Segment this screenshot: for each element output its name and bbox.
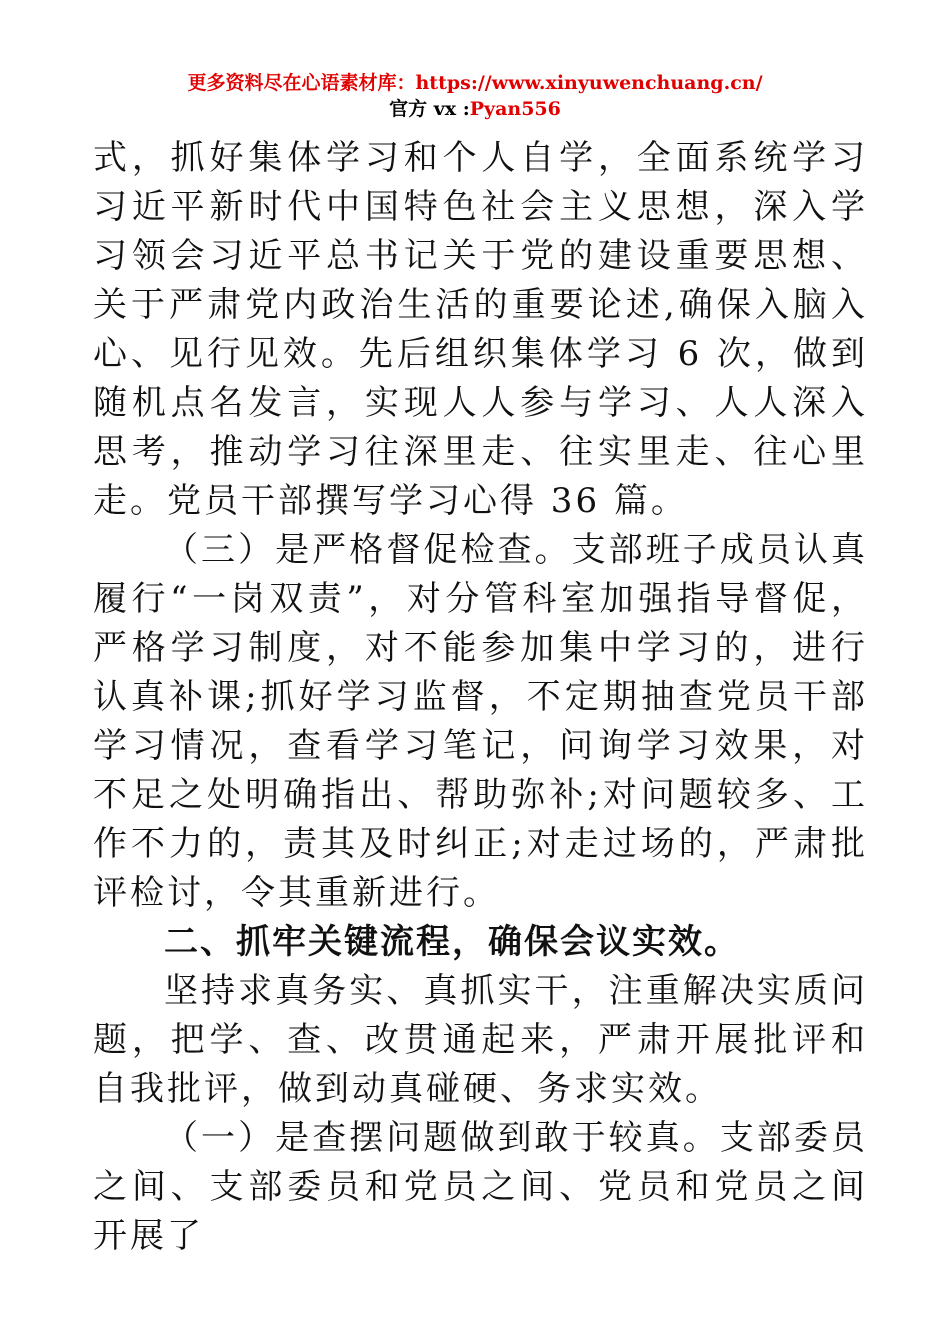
document-body bbox=[93, 134, 868, 1261]
paragraph-supervision: （三）是严格督促检查。支部班子成员认真履行“一岗双责”，对分管科室加强指导督促，严格学习制度，对不能参加集中学习的，进行认真补课;抓好学习监督，不定期抽查党员干部学习情况，查看学习笔记，问询学习效果，对不足之处明确指出、帮助弥补;对问题较多、工作不力的，责其及时纠正;对走过场的，严肃批评检讨，令其重新进行。 bbox=[93, 530, 868, 913]
watermark-header-contact bbox=[0, 96, 950, 122]
section-heading-two: 二、抓牢关键流程，确保会议实效。 bbox=[164, 922, 740, 962]
contact-handle: Pyan556 bbox=[469, 98, 561, 120]
paragraph-study-continuation: 式，抓好集体学习和个人自学，全面系统学习习近平新时代中国特色社会主义思想，深入学习领会习近平总书记关于党的建设重要思想、关于严肃党内政治生活的重要论述,确保入脑入心、见行见效。先后组织集体学习 6 次，做到随机点名发言，实现人人参与学习、人人深入思考，推动学习往深里走、往实里走、往心里走。党员干部撰写学习心得 36 篇。 bbox=[93, 138, 868, 521]
watermark-header-site: 更多资料尽在心语素材库：https://www.xinyuwenchuang.cn/ bbox=[187, 72, 763, 94]
paragraph-problem-finding: （一）是查摆问题做到敢于较真。支部委员之间、支部委员和党员之间、党员和党员之间开展了 bbox=[93, 1118, 868, 1256]
paragraph-pragmatic: 坚持求真务实、真抓实干，注重解决实质问题，把学、查、改贯通起来，严肃开展批评和自我批评，做到动真碰硬、务求实效。 bbox=[93, 971, 868, 1109]
contact-prefix: 官方 vx : bbox=[389, 98, 470, 120]
